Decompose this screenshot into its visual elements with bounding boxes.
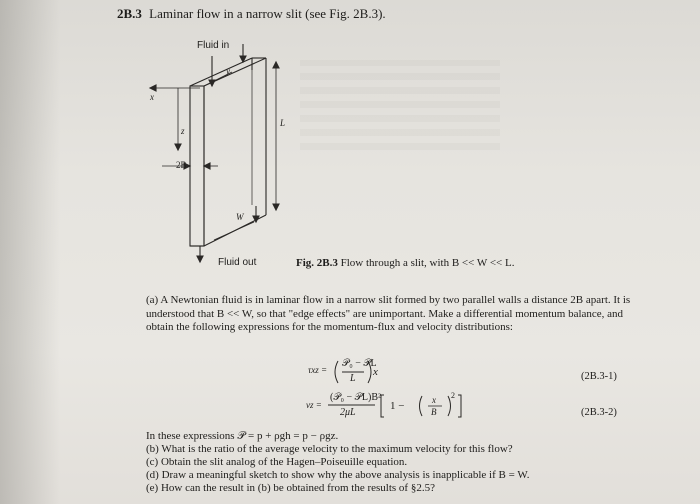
eq1-denominator: L (350, 373, 356, 384)
questions-intro: In these expressions 𝒫 = p + ρgh = p − ρgz. (146, 430, 339, 442)
label-2B: 2B (176, 160, 187, 170)
label-x: x (150, 92, 154, 102)
caption-text: Flow through a slit, with B << W << L. (340, 257, 515, 269)
eq2-frac-numerator: x (432, 395, 436, 405)
eq2-number: (2B.3-2) (581, 407, 617, 418)
label-z: z (181, 126, 185, 136)
question-c: (c) Obtain the slit analog of the Hagen–Poiseuille equation. (146, 456, 408, 468)
figure-caption (296, 257, 514, 269)
eq1-number: (2B.3-1) (581, 371, 617, 382)
eq1-lhs: τxz = (308, 365, 328, 375)
label-y: y (226, 66, 230, 76)
eq1-tail: x (373, 366, 378, 378)
eq2-frac-denominator: B (431, 407, 437, 417)
label-L: L (280, 118, 286, 128)
label-W: W (236, 212, 244, 222)
eq2-numerator: (𝒫₀ − 𝒫L)B² (330, 392, 381, 403)
problem-number: 2B.3 (117, 6, 142, 21)
problem-title: Laminar flow in a narrow slit (see Fig. 2B.3). (149, 6, 386, 21)
front-wall (190, 86, 204, 246)
question-e: (e) How can the result in (b) be obtained from the results of §2.5? (146, 482, 435, 494)
eq1-numerator: 𝒫₀ − 𝒫L (342, 358, 377, 369)
eq2-lhs: vz = (306, 400, 322, 410)
questions-block (146, 430, 646, 495)
eq2-denominator: 2μL (340, 407, 356, 418)
fluid-in-label: Fluid in (197, 40, 230, 51)
fluid-out-label: Fluid out (218, 257, 257, 268)
eq2-bracket: 1 − (390, 400, 405, 412)
part-a-text: (a) A Newtonian fluid is in laminar flow in a narrow slit formed by two parallel walls a distance 2B apart. It is understood that B << W, so that "edge effects" are unimportant. Make a differential momentum balance, and obtain the following expressions for the momentum-flux and velocity distributions: (146, 294, 631, 333)
eq2-exponent: 2 (451, 391, 455, 400)
question-b: (b) What is the ratio of the average velocity to the maximum velocity for this flow? (146, 443, 513, 455)
question-d: (d) Draw a meaningful sketch to show why the above analysis is inapplicable if B = W. (146, 469, 530, 481)
caption-number: Fig. 2B.3 (296, 257, 338, 269)
